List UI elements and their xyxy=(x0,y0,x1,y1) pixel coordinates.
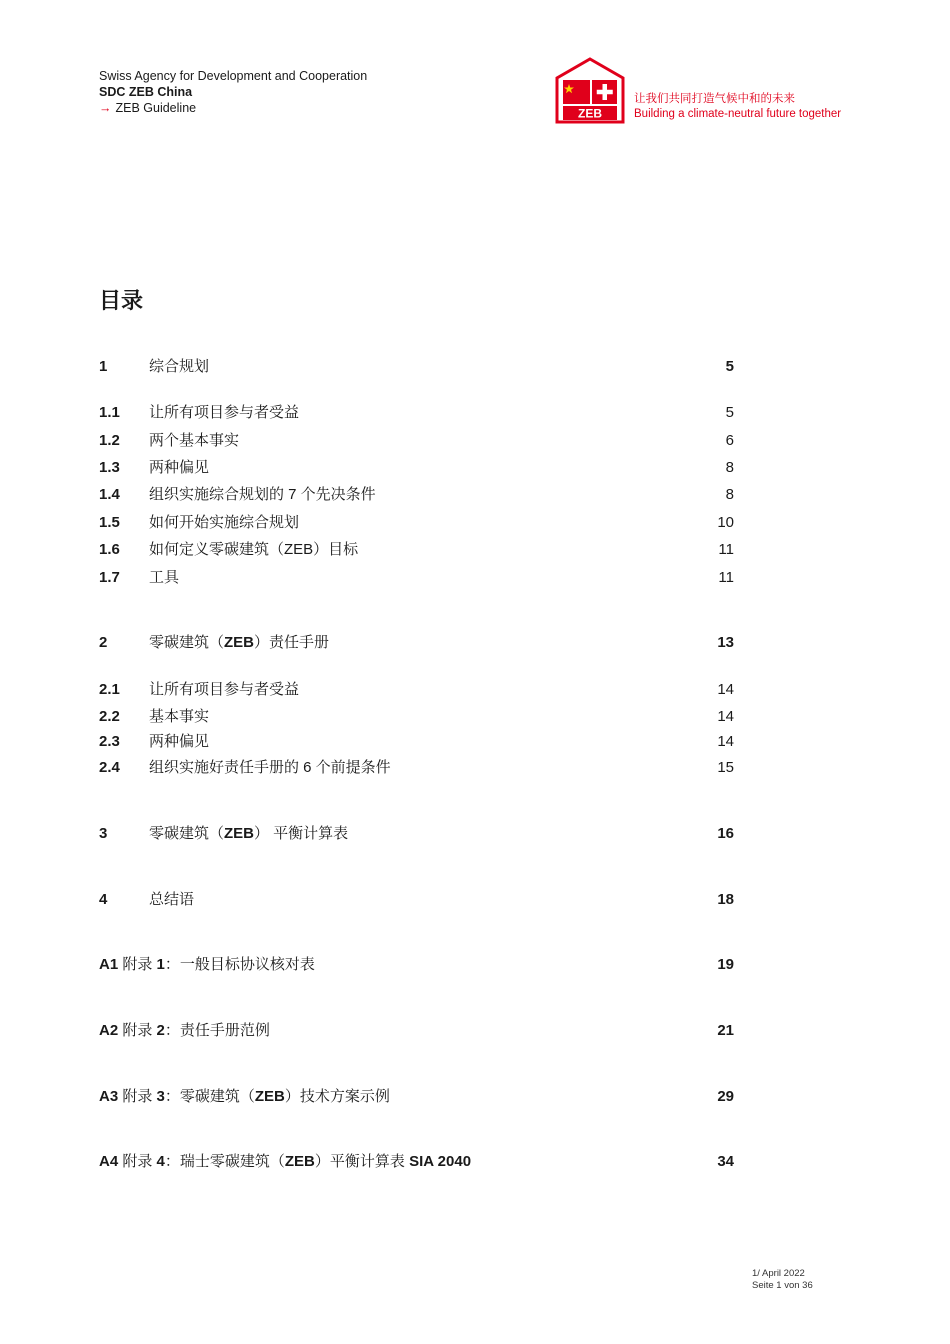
toc-entry-1-1[interactable] xyxy=(99,402,734,424)
toc-text: A2 附录 2：责任手册范例 xyxy=(99,1022,270,1039)
toc-page: 18 xyxy=(717,891,734,908)
toc-text: 两种偏见 xyxy=(149,459,210,476)
toc-entry-2-3[interactable] xyxy=(99,731,734,753)
toc-text: 基本事实 xyxy=(149,708,210,725)
toc-page: 5 xyxy=(725,404,734,421)
toc-text: 总结语 xyxy=(149,891,195,908)
toc-entry-a3[interactable] xyxy=(99,1086,734,1108)
agency-name: Swiss Agency for Development and Cooperation xyxy=(99,69,368,83)
toc-text: 组织实施好责任手册的 6 个前提条件 xyxy=(149,759,391,776)
toc-number: 1.1 xyxy=(99,404,120,421)
guideline-link[interactable] xyxy=(99,100,367,116)
toc-entry-1-6[interactable] xyxy=(99,539,734,561)
toc-entry-1-7[interactable] xyxy=(99,567,734,589)
program-name: SDC ZEB China xyxy=(99,85,193,99)
toc-page: 29 xyxy=(717,1088,734,1105)
guideline-label: ZEB Guideline xyxy=(115,101,197,115)
toc-page: 14 xyxy=(717,733,734,750)
toc-title: 目录 xyxy=(99,288,144,313)
toc-entry-1-4[interactable] xyxy=(99,484,734,506)
toc-page: 19 xyxy=(717,956,734,973)
toc-number: 1.6 xyxy=(99,541,120,558)
footer-page-info: Seite 1 von 36 xyxy=(752,1280,813,1291)
toc-entry-3[interactable] xyxy=(99,823,734,845)
toc-page: 34 xyxy=(717,1153,734,1170)
toc-page: 16 xyxy=(717,825,734,842)
toc-number: 2.3 xyxy=(99,733,120,750)
toc-page: 5 xyxy=(725,358,734,375)
zeb-logo xyxy=(555,56,625,124)
toc-entry-2-4[interactable] xyxy=(99,757,734,779)
toc-entry-a2[interactable] xyxy=(99,1020,734,1042)
page-footer xyxy=(752,1268,813,1292)
toc-entry-a1[interactable] xyxy=(99,954,734,976)
toc-number: 1.5 xyxy=(99,514,120,531)
toc-page: 10 xyxy=(717,514,734,531)
toc-number: 2.2 xyxy=(99,708,120,725)
toc-number: 3 xyxy=(99,825,108,842)
toc-entry-1[interactable] xyxy=(99,356,734,378)
toc-page: 14 xyxy=(717,681,734,698)
toc-entry-2-2[interactable] xyxy=(99,706,734,728)
arrow-right-icon: → xyxy=(99,101,112,115)
logo-tagline xyxy=(634,92,841,122)
toc-entry-1-2[interactable] xyxy=(99,430,734,452)
toc-number: 4 xyxy=(99,891,108,908)
toc-text: 组织实施综合规划的 7 个先决条件 xyxy=(149,486,376,503)
house-logo-icon xyxy=(555,56,625,124)
toc-page: 14 xyxy=(717,708,734,725)
toc-number: 1.2 xyxy=(99,432,120,449)
toc-text: 让所有项目参与者受益 xyxy=(149,404,300,421)
toc-entry-a4[interactable] xyxy=(99,1151,734,1173)
toc-entry-2[interactable] xyxy=(99,632,734,654)
toc-text: A3 附录 3：零碳建筑（ZEB）技术方案示例 xyxy=(99,1088,390,1105)
tagline-en: Building a climate-neutral future together xyxy=(634,108,842,120)
toc-entry-1-3[interactable] xyxy=(99,457,734,479)
toc-text: A4 附录 4：瑞士零碳建筑（ZEB）平衡计算表 SIA 2040 xyxy=(99,1153,472,1170)
toc-page: 21 xyxy=(717,1022,734,1039)
toc-number: 2 xyxy=(99,634,108,651)
toc-page: 8 xyxy=(725,486,734,503)
toc-number: 2.4 xyxy=(99,759,120,776)
tagline-cn: 让我们共同打造气候中和的未来 xyxy=(634,93,795,105)
toc-text: 零碳建筑（ZEB）责任手册 xyxy=(149,634,330,651)
toc-page: 11 xyxy=(718,541,734,558)
toc-text: 工具 xyxy=(149,569,180,586)
logo-text: ZEB xyxy=(578,106,602,121)
footer-date: 1/ April 2022 xyxy=(752,1268,805,1279)
toc-page: 15 xyxy=(717,759,734,776)
toc-number: 1.3 xyxy=(99,459,120,476)
toc-text: 零碳建筑（ZEB） 平衡计算表 xyxy=(149,825,349,842)
toc-page: 6 xyxy=(725,432,734,449)
toc-entry-4[interactable] xyxy=(99,889,734,911)
toc-page: 8 xyxy=(725,459,734,476)
toc-text: A1 附录 1：一般目标协议核对表 xyxy=(99,956,315,973)
toc-entry-1-5[interactable] xyxy=(99,512,734,534)
toc-text: 综合规划 xyxy=(149,358,210,375)
toc-number: 2.1 xyxy=(99,681,120,698)
toc-entry-2-1[interactable] xyxy=(99,679,734,701)
toc-page: 13 xyxy=(717,634,734,651)
toc-text: 两个基本事实 xyxy=(149,432,240,449)
toc-text: 让所有项目参与者受益 xyxy=(149,681,300,698)
toc-text: 如何定义零碳建筑（ZEB）目标 xyxy=(149,541,359,558)
toc-number: 1.7 xyxy=(99,569,120,586)
toc-text: 如何开始实施综合规划 xyxy=(149,514,300,531)
toc-number: 1 xyxy=(99,358,108,375)
header-block xyxy=(99,68,367,116)
toc-number: 1.4 xyxy=(99,486,120,503)
toc-text: 两种偏见 xyxy=(149,733,210,750)
toc-page: 11 xyxy=(718,569,734,586)
